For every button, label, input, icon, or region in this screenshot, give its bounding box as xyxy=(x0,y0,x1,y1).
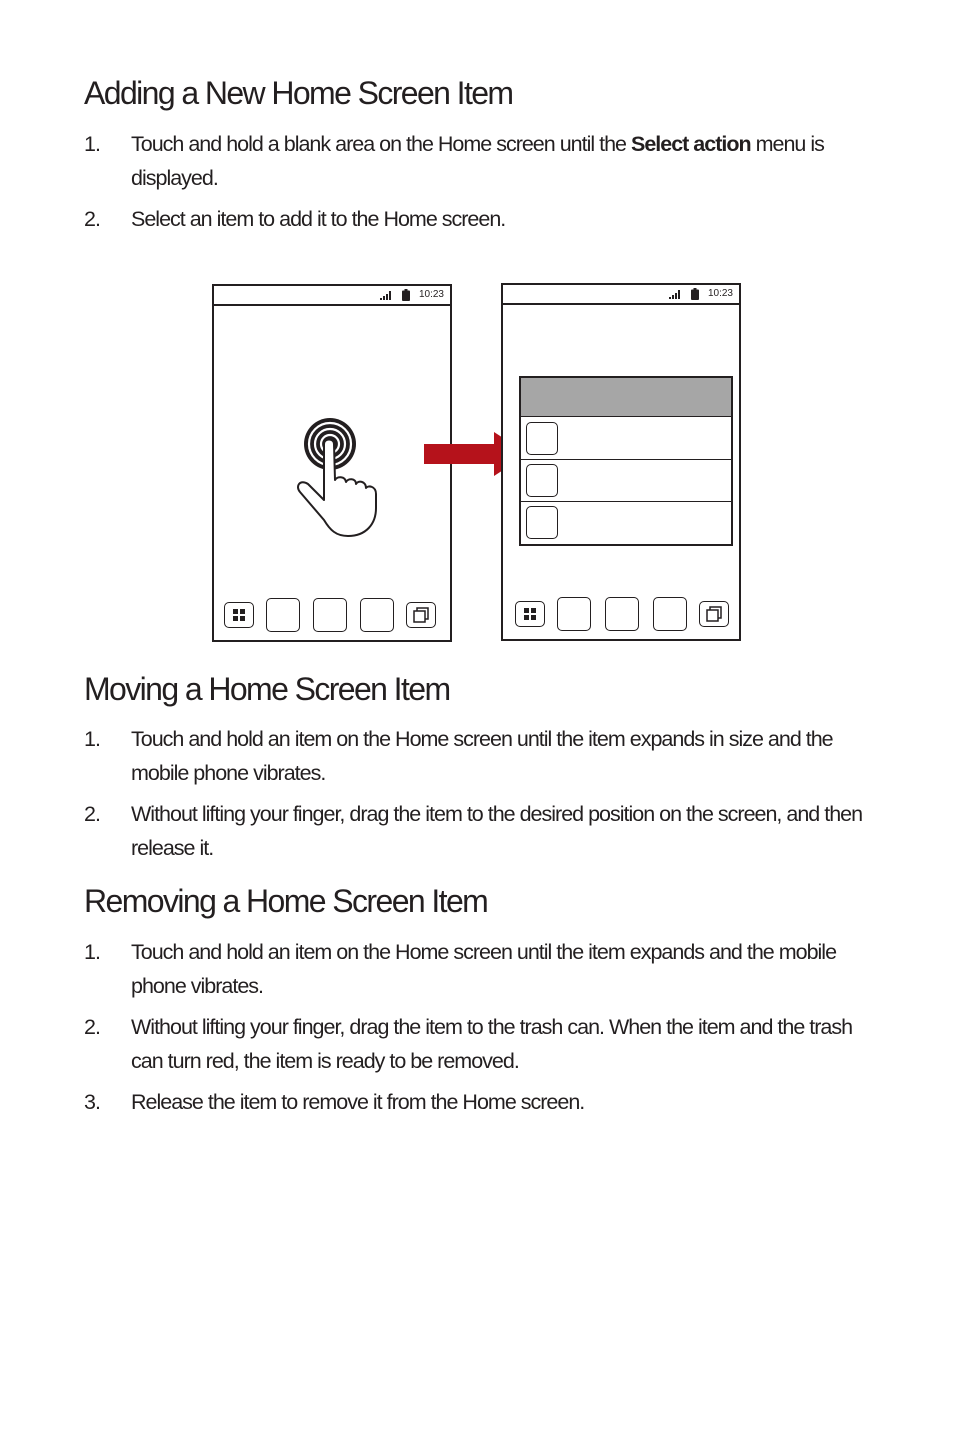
status-bar xyxy=(214,286,450,306)
heading-moving-item: Moving a Home Screen Item xyxy=(84,671,450,707)
step-text: Select an item to add it to the Home screen. xyxy=(131,207,506,231)
step-item xyxy=(84,1086,874,1120)
dock-shortcut xyxy=(605,597,639,631)
dock-bar xyxy=(513,597,729,633)
step-text: Release the item to remove it from the Home screen. xyxy=(131,1090,585,1114)
status-time: 10:23 xyxy=(418,289,444,300)
recent-apps-icon xyxy=(406,602,436,628)
status-bar xyxy=(503,285,739,305)
step-number: 3. xyxy=(84,1090,100,1114)
dock-shortcut xyxy=(313,598,347,632)
app-grid-icon xyxy=(515,601,545,627)
step-number: 1. xyxy=(84,132,100,156)
step-number: 1. xyxy=(84,940,100,964)
steps-removing-item xyxy=(84,936,874,1128)
menu-option xyxy=(521,502,731,543)
step-text: Touch and hold an item on the Home screen until the item expands and the mobile phone vibrates. xyxy=(131,940,837,998)
step-item xyxy=(84,723,874,790)
step-number: 2. xyxy=(84,207,100,231)
recent-apps-icon xyxy=(699,601,729,627)
step-number: 1. xyxy=(84,727,100,751)
menu-header xyxy=(521,378,731,417)
steps-adding-item xyxy=(84,128,874,245)
dock-shortcut xyxy=(557,597,591,631)
phone-home-screen xyxy=(212,284,452,642)
step-text: Without lifting your finger, drag the item to the desired position on the screen, and then release it. xyxy=(131,802,863,860)
option-icon xyxy=(526,464,558,497)
heading-adding-item: Adding a New Home Screen Item xyxy=(84,75,513,111)
dock-shortcut xyxy=(653,597,687,631)
heading-removing-item: Removing a Home Screen Item xyxy=(84,883,488,919)
step-text: Touch and hold a blank area on the Home screen until the Select action menu is displayed. xyxy=(131,132,824,190)
select-action-term: Select action xyxy=(630,132,751,156)
step-item xyxy=(84,128,874,195)
option-icon xyxy=(526,422,558,455)
step-number: 2. xyxy=(84,802,100,826)
step-item xyxy=(84,203,874,237)
step-text: Touch and hold an item on the Home screen until the item expands in size and the mobile phone vibrates. xyxy=(131,727,833,785)
dock-shortcut xyxy=(266,598,300,632)
signal-icon xyxy=(669,290,681,299)
select-action-menu xyxy=(519,376,733,546)
option-icon xyxy=(526,506,558,539)
menu-option xyxy=(521,460,731,502)
battery-icon xyxy=(402,289,410,301)
status-time: 10:23 xyxy=(707,288,733,299)
step-item xyxy=(84,1011,874,1078)
step-number: 2. xyxy=(84,1015,100,1039)
dock-shortcut xyxy=(360,598,394,632)
signal-icon xyxy=(380,291,392,300)
battery-icon xyxy=(691,288,699,300)
step-item xyxy=(84,798,874,865)
dock-bar xyxy=(224,598,440,634)
phone-select-action xyxy=(501,283,741,641)
app-grid-icon xyxy=(224,602,254,628)
steps-moving-item xyxy=(84,723,874,873)
touch-hand-icon xyxy=(290,408,384,540)
step-text: Without lifting your finger, drag the item to the trash can. When the item and the trash can turn red, the item is ready to be removed. xyxy=(131,1015,853,1073)
menu-option xyxy=(521,418,731,460)
step-item xyxy=(84,936,874,1003)
